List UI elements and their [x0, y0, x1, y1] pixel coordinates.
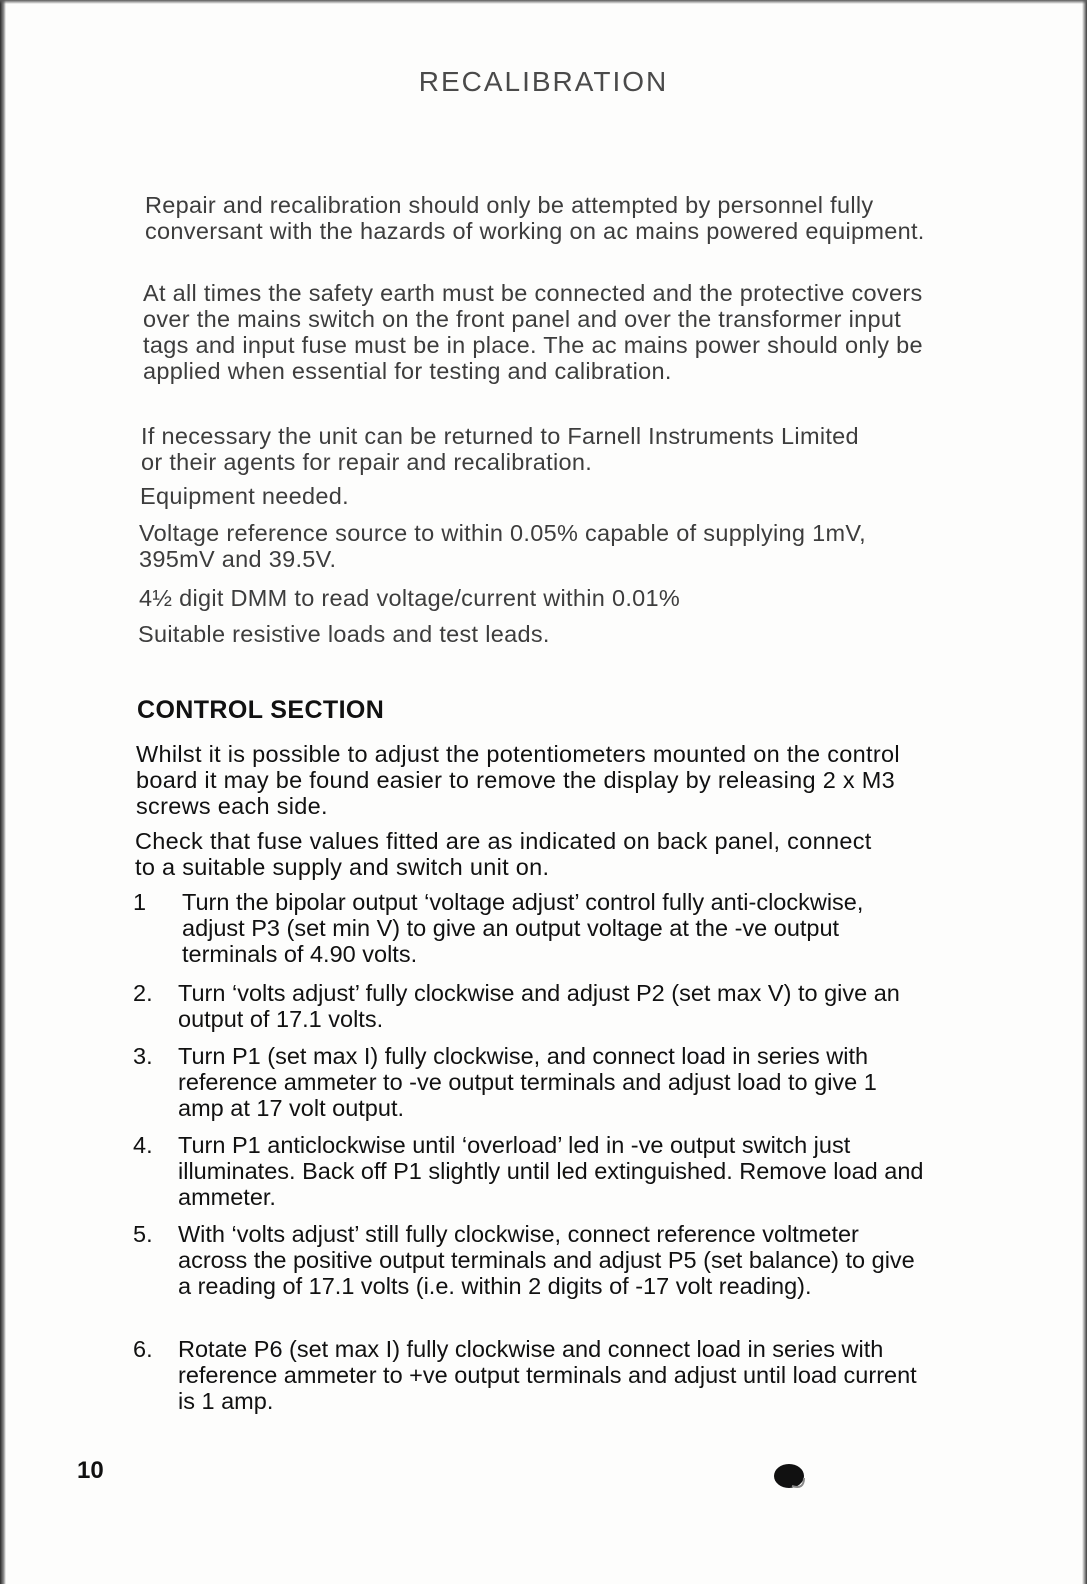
step-text: Turn ‘volts adjust’ fully clockwise and adjust P2 (set max V) to give an output of 17.1 volts. [178, 980, 900, 1032]
control-section-paragraph-fuse: Check that fuse values fitted are as indicated on back panel, connect to a suitable supply and switch unit on. [135, 828, 872, 880]
intro-paragraph-safety: At all times the safety earth must be connected and the protective covers over the mains switch on the front panel and over the transformer input tags and input fuse must be in place. The ac mains power should only be applied when essential for testing and calibration. [143, 280, 923, 384]
equipment-loads: Suitable resistive loads and test leads. [138, 621, 550, 647]
page-heading: RECALIBRATION [418, 66, 669, 97]
step-number: 1 [133, 889, 147, 915]
step-number: 2. [133, 980, 153, 1006]
step-number: 3. [133, 1043, 153, 1069]
step-number: 6. [133, 1336, 153, 1362]
equipment-dmm: 4½ digit DMM to read voltage/current within 0.01% [139, 585, 681, 611]
control-section-paragraph-display: Whilst it is possible to adjust the potentiometers mounted on the control board it may be found easier to remove the display by releasing 2 x M3 screws each side. [136, 741, 900, 819]
step-text: Turn P1 (set max I) fully clockwise, and connect load in series with reference ammeter to -ve output terminals and adjust load to give 1 amp at 17 volt output. [178, 1043, 877, 1121]
step-text: Rotate P6 (set max I) fully clockwise and connect load in series with reference ammeter to +ve output terminals and adjust until load current is 1 amp. [178, 1336, 917, 1414]
control-section-title: CONTROL SECTION [137, 696, 385, 724]
step-text: With ‘volts adjust’ still fully clockwise, connect reference voltmeter across the positive output terminals and adjust P5 (set balance) to give a reading of 17.1 volts (i.e. within 2 digits of -17 volt reading). [178, 1221, 915, 1299]
step-text: Turn the bipolar output ‘voltage adjust’ control fully anti-clockwise, adjust P3 (set min V) to give an output voltage at the -ve output terminals of 4.90 volts. [182, 889, 864, 967]
page-edge-shadow-top [0, 0, 1087, 4]
step-text: Turn P1 anticlockwise until ‘overload’ led in -ve output switch just illuminates. Back off P1 slightly until led extinguished. Remove load and ammeter. [178, 1132, 924, 1210]
intro-paragraph-return: If necessary the unit can be returned to Farnell Instruments Limited or their agents for repair and recalibration. [141, 423, 859, 475]
page-edge-shadow-left [0, 0, 6, 1584]
step-number: 4. [133, 1132, 153, 1158]
equipment-needed-label: Equipment needed. [140, 483, 349, 509]
ink-blot-icon [770, 1460, 810, 1500]
step-number: 5. [133, 1221, 153, 1247]
page-number: 10 [77, 1457, 104, 1484]
page-edge-shadow-right [1082, 0, 1087, 1584]
equipment-voltage-reference: Voltage reference source to within 0.05% capable of supplying 1mV, 395mV and 39.5V. [139, 520, 866, 572]
intro-paragraph-repair: Repair and recalibration should only be attempted by personnel fully conversant with the hazards of working on ac mains powered equipment. [145, 192, 925, 244]
